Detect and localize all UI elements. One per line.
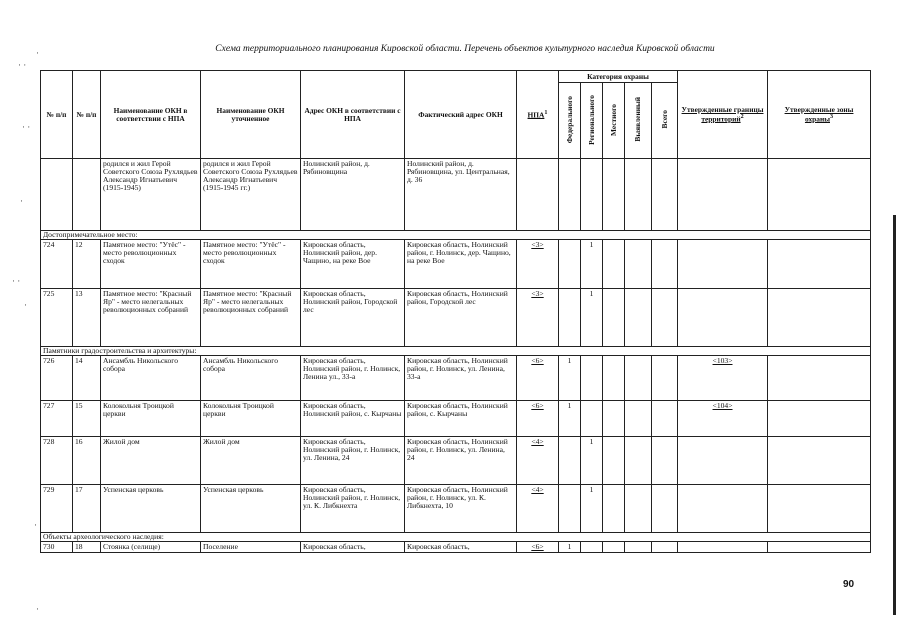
section-label: Достопримечательное место:: [41, 231, 871, 240]
cell-name-specified: Жилой дом: [201, 436, 301, 484]
header-zones: Утвержденные зоны охраны$^3$: [768, 71, 871, 159]
cell-federal: [559, 239, 581, 288]
cell-federal: [559, 288, 581, 346]
cell-name-specified: Колокольня Троицкой церкви: [201, 400, 301, 436]
section-label: Памятники градостроительства и архитектуры:: [41, 346, 871, 355]
cell-n2: 16: [73, 436, 101, 484]
table-row-continuation: [41, 159, 871, 231]
table-row: [41, 541, 871, 552]
cell-n2: 13: [73, 288, 101, 346]
cell-npa: <6>: [517, 355, 559, 400]
cell-regional: 1: [581, 288, 603, 346]
cell-regional: [581, 400, 603, 436]
header-cat-revealed: Выявленный: [625, 83, 652, 159]
cell-address-npa: Нолинский район, д. Рябиновщина: [301, 159, 405, 231]
header-num1: № п/п: [41, 71, 73, 159]
cell-npa: <3>: [517, 239, 559, 288]
header-cat-regional: Регионального: [581, 83, 603, 159]
cell-npa: <4>: [517, 436, 559, 484]
cell-n2: 15: [73, 400, 101, 436]
header-name-npa: Наименование ОКН в соответствии с НПА: [101, 71, 201, 159]
cell-name-specified: Поселение: [201, 541, 301, 552]
document-title: Схема территориального планирования Кировской области. Перечень объектов культурного наследия Кировской области: [215, 44, 715, 54]
section-row-landmarks: [41, 231, 871, 240]
header-cat-local: Местного: [603, 83, 625, 159]
cell-name-npa: Жилой дом: [101, 436, 201, 484]
cell-address-npa: Кировская область, Нолинский район, г. Нолинск, Ленина ул., 33-а: [301, 355, 405, 400]
header-cat-federal: Федерального: [559, 83, 581, 159]
cell-regional: 1: [581, 239, 603, 288]
cell-name-npa: Памятное место: "Утёс" - место революционных сходок: [101, 239, 201, 288]
cell-npa: <3>: [517, 288, 559, 346]
header-category: Категория охраны: [559, 71, 678, 83]
cell-name-specified: Памятное место: "Утёс" - место революционных сходок: [201, 239, 301, 288]
cell-n2: 12: [73, 239, 101, 288]
cell-name-specified: родился и жил Герой Советского Союза Рухлядьев Александр Игнатьевич (1915-1945 гг.): [201, 159, 301, 231]
cell-n1: 726: [41, 355, 73, 400]
header-address-npa: Адрес ОКН в соответствии с НПА: [301, 71, 405, 159]
cell-n1: 728: [41, 436, 73, 484]
cell-n1: 727: [41, 400, 73, 436]
cell-name-npa: Ансамбль Никольского собора: [101, 355, 201, 400]
cell-boundaries: <104>: [678, 400, 768, 436]
cell-n1: 729: [41, 484, 73, 532]
header-name-specified: Наименование ОКН уточненное: [201, 71, 301, 159]
header-address-actual: Фактический адрес ОКН: [405, 71, 517, 159]
section-label: Объекты археологического наследия:: [41, 532, 871, 541]
cell-boundaries: <103>: [678, 355, 768, 400]
table-row: [41, 400, 871, 436]
cell-regional: [581, 541, 603, 552]
page-edge-divider: [893, 215, 896, 615]
header-num2: № п/п: [73, 71, 101, 159]
cell-address-npa: Кировская область, Нолинский район, г. Нолинск, ул. К. Либкнехта: [301, 484, 405, 532]
cell-regional: [581, 355, 603, 400]
margin-scan-marks: · · · · · · · · · · ·: [12, 48, 39, 614]
cell-federal: [559, 484, 581, 532]
cell-n1: 730: [41, 541, 73, 552]
cell-address-npa: Кировская область, Нолинский район, дер. Чащино, на реке Вое: [301, 239, 405, 288]
cell-name-npa: Памятное место: "Красный Яр" - место нелегальных революционных собраний: [101, 288, 201, 346]
cell-boundaries: [678, 436, 768, 484]
cell-address-npa: Кировская область, Нолинский район, с. Кырчаны: [301, 400, 405, 436]
cell-address-actual: Кировская область, Нолинский район, г. Нолинск, ул. К. Либкнехта, 10: [405, 484, 517, 532]
cell-npa: <6>: [517, 541, 559, 552]
header-npa: НПА$^1$: [517, 71, 559, 159]
cell-address-actual: Кировская область, Нолинский район, с. Кырчаны: [405, 400, 517, 436]
table-row: [41, 484, 871, 532]
cell-name-npa: Колокольня Троицкой церкви: [101, 400, 201, 436]
cell-name-npa: Успенская церковь: [101, 484, 201, 532]
section-row-archaeology: [41, 532, 871, 541]
cell-address-actual: Кировская область, Нолинский район, Городской лес: [405, 288, 517, 346]
cell-address-actual: Нолинский район, д. Рябиновщина, ул. Центральная, д. 36: [405, 159, 517, 231]
cell-boundaries: [678, 484, 768, 532]
cell-n1: 724: [41, 239, 73, 288]
cell-boundaries: [678, 239, 768, 288]
table-row: [41, 288, 871, 346]
cell-address-npa: Кировская область,: [301, 541, 405, 552]
cell-address-actual: Кировская область,: [405, 541, 517, 552]
cell-name-specified: Ансамбль Никольского собора: [201, 355, 301, 400]
cell-boundaries: [678, 288, 768, 346]
cell-name-specified: Успенская церковь: [201, 484, 301, 532]
cell-boundaries: [678, 541, 768, 552]
cell-npa: <6>: [517, 400, 559, 436]
header-boundaries: Утвержденные границы территорий$^2$: [678, 71, 768, 159]
section-row-urban: [41, 346, 871, 355]
table-row: [41, 239, 871, 288]
cell-regional: 1: [581, 436, 603, 484]
cell-n2: 17: [73, 484, 101, 532]
cell-name-npa: родился и жил Герой Советского Союза Рухлядьев Александр Игнатьевич (1915-1945): [101, 159, 201, 231]
cell-federal: 1: [559, 355, 581, 400]
heritage-table: [40, 70, 871, 553]
cell-address-actual: Кировская область, Нолинский район, г. Нолинск, ул. Ленина, 24: [405, 436, 517, 484]
cell-address-npa: Кировская область, Нолинский район, Городской лес: [301, 288, 405, 346]
table-row: [41, 436, 871, 484]
header-cat-total: Всего: [652, 83, 678, 159]
cell-n2: 14: [73, 355, 101, 400]
cell-federal: 1: [559, 400, 581, 436]
cell-regional: 1: [581, 484, 603, 532]
table-row: [41, 355, 871, 400]
cell-name-npa: Стоянка (селище): [101, 541, 201, 552]
cell-n1: 725: [41, 288, 73, 346]
cell-name-specified: Памятное место: "Красный Яр" - место нелегальных революционных собраний: [201, 288, 301, 346]
cell-npa: <4>: [517, 484, 559, 532]
cell-federal: 1: [559, 541, 581, 552]
cell-address-actual: Кировская область, Нолинский район, г. Нолинск, дер. Чащино, на реке Вое: [405, 239, 517, 288]
cell-address-actual: Кировская область, Нолинский район, г. Нолинск, ул. Ленина, 33-а: [405, 355, 517, 400]
cell-n2: 18: [73, 541, 101, 552]
cell-federal: [559, 436, 581, 484]
page-number: 90: [843, 579, 855, 590]
cell-address-npa: Кировская область, Нолинский район, г. Нолинск, ул. Ленина, 24: [301, 436, 405, 484]
